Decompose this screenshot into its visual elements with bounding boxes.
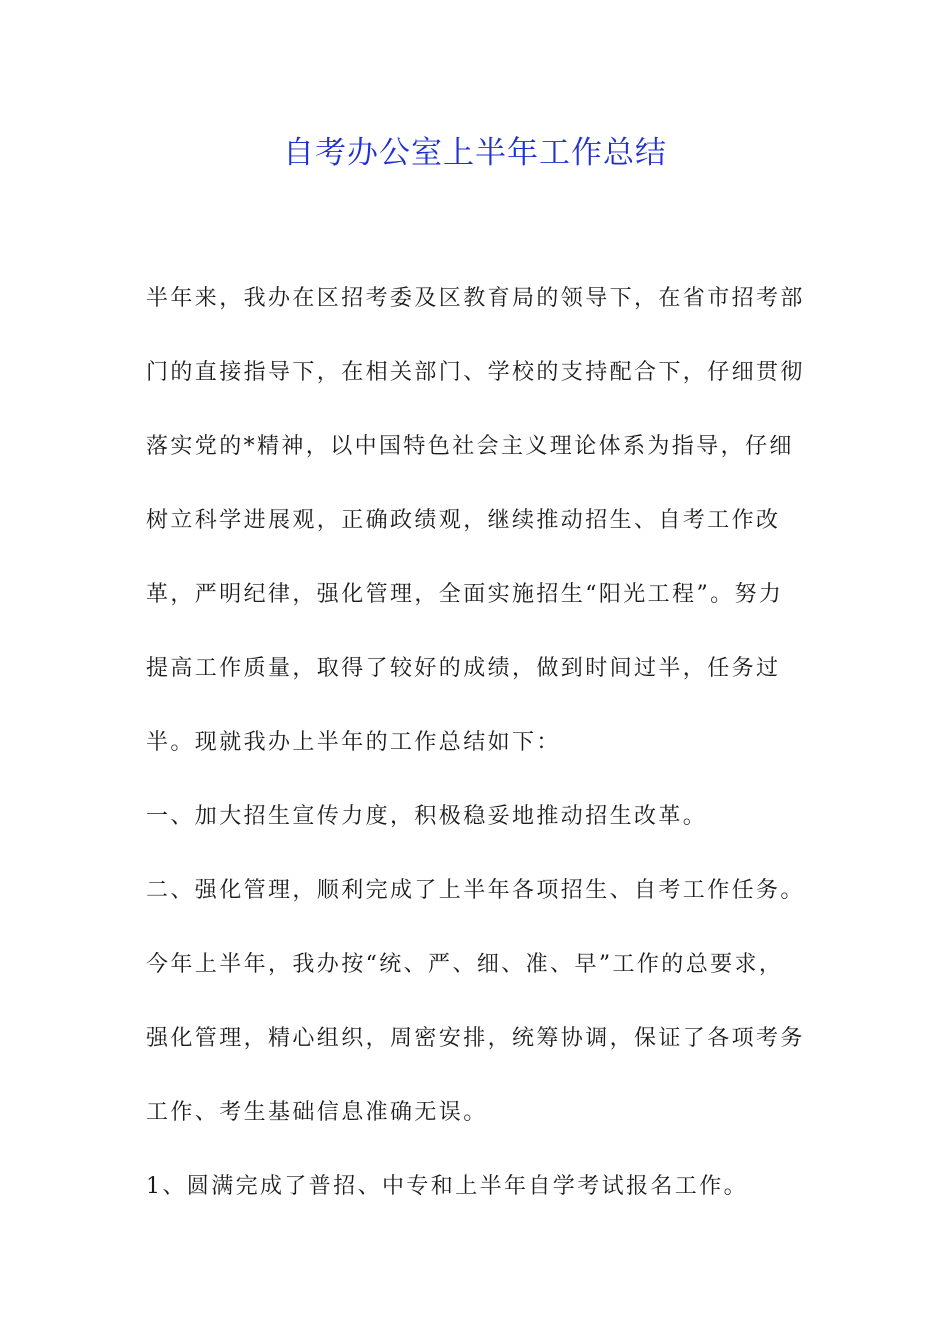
paragraph-section-one: 一、加大招生宣传力度，积极稳妥地推动招生改革。 [146, 804, 708, 829]
paragraph-section-two: 二、强化管理，顺利完成了上半年各项招生、自考工作任务。 [146, 878, 805, 903]
paragraph-intro: 半年来，我办在区招考委及区教育局的领导下，在省市招考部门的直接指导下，在相关部门、学校的支持配合下，仔细贯彻落实党的*精神，以中国特色社会主义理论体系为指导，仔细树立科学进展观，正确政绩观，继续推动招生、自考工作改革，严明纪律，强化管理，全面实施招生“阳光工程”。努力提高工作质量，取得了较好的成绩，做到时间过半，任务过半。现就我办上半年的工作总结如下： [146, 286, 805, 755]
document-title: 自考办公室上半年工作总结 [283, 135, 667, 171]
document-body [146, 262, 806, 1224]
paragraph-section-two-detail: 今年上半年，我办按“统、严、细、准、早”工作的总要求，强化管理，精心组织，周密安排，统筹协调，保证了各项考务工作、考生基础信息准确无误。 [146, 952, 805, 1125]
paragraph-item-one: 1、圆满完成了普招、中专和上半年自学考试报名工作。 [146, 1174, 748, 1199]
